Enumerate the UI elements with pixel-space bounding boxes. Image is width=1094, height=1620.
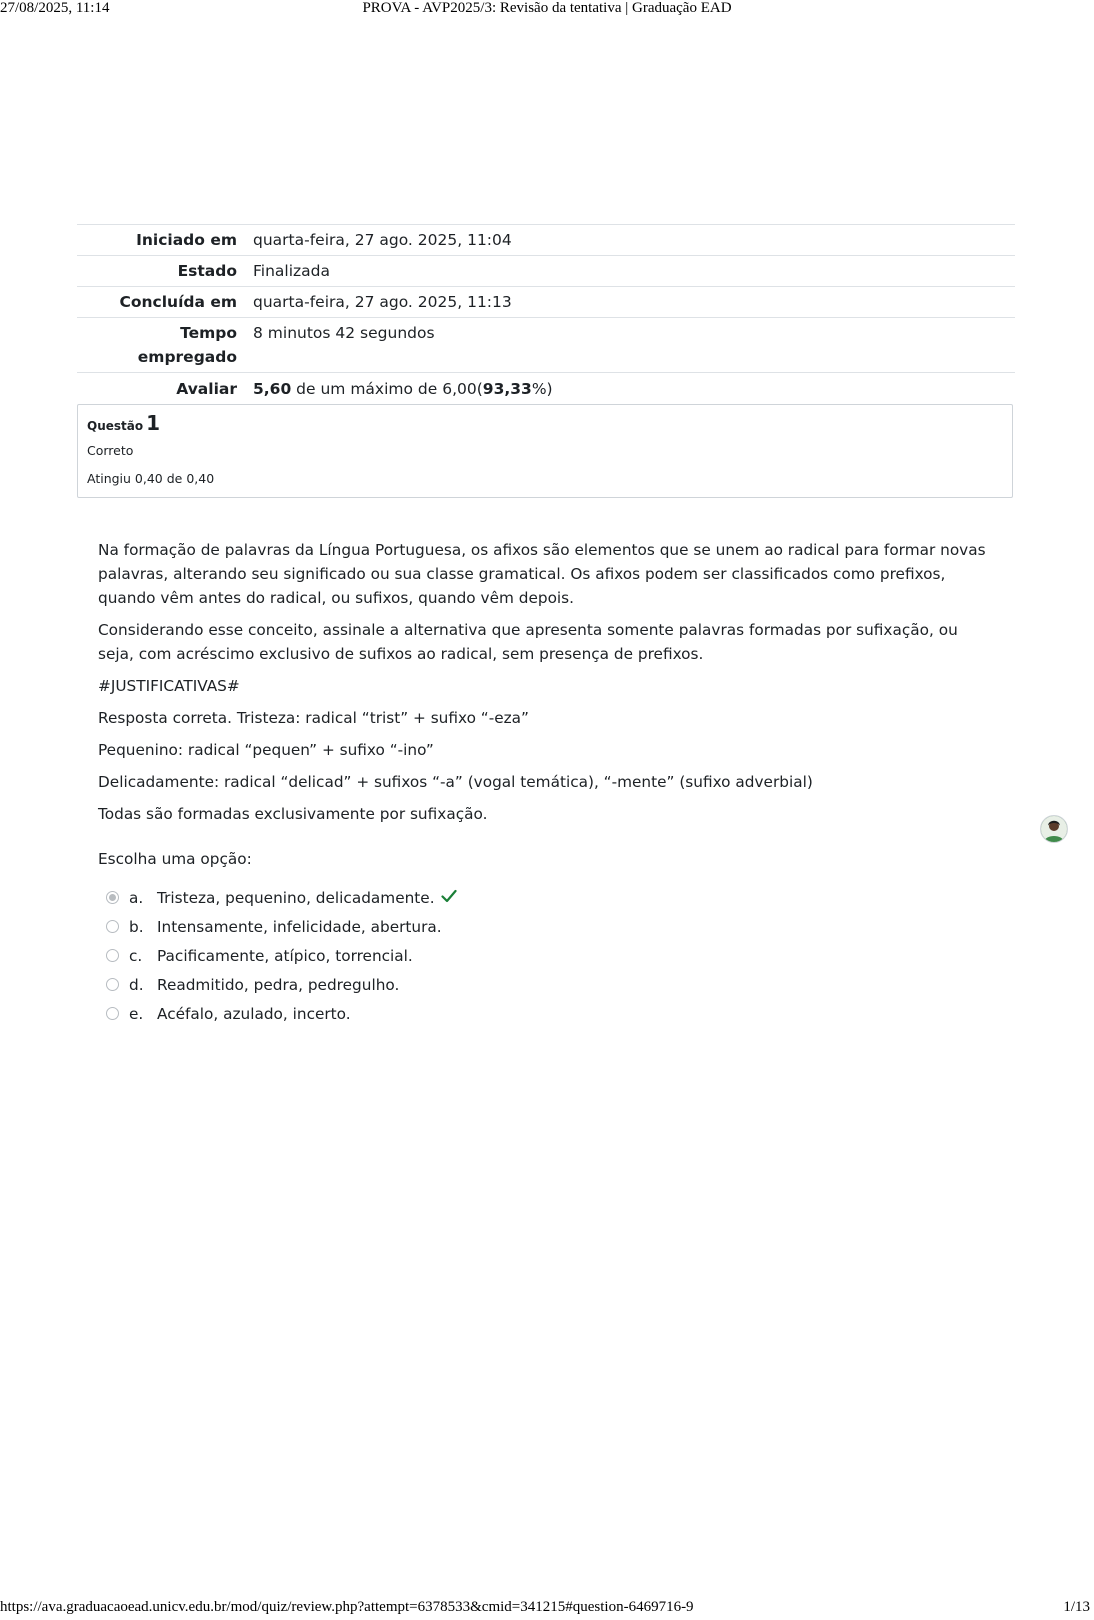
summary-value: quarta-feira, 27 ago. 2025, 11:04 xyxy=(253,231,512,249)
summary-value xyxy=(253,373,1015,405)
option-text: Pacificamente, atípico, torrencial. xyxy=(157,946,413,965)
summary-value: 8 minutos 42 segundos xyxy=(253,324,435,342)
print-datetime: 27/08/2025, 11:14 xyxy=(0,0,110,16)
print-page-number: 1/13 xyxy=(1063,1599,1090,1615)
print-url: https://ava.graduacaoead.unicv.edu.br/mod/quiz/review.php?attempt=6378533&cmid=341215#question-6469716-9 xyxy=(0,1599,694,1615)
question-grade: Atingiu 0,40 de 0,40 xyxy=(87,471,215,486)
print-page-title: PROVA - AVP2025/3: Revisão da tentativa | Graduação EAD xyxy=(362,0,732,16)
radio-button[interactable] xyxy=(106,949,119,962)
radio-button[interactable] xyxy=(106,920,119,933)
summary-row-completed xyxy=(77,287,1015,318)
summary-label: Estado xyxy=(177,262,237,280)
question-text xyxy=(98,538,998,834)
question-paragraph: Pequenino: radical “pequen” + sufixo “-ino” xyxy=(98,741,434,759)
print-header xyxy=(0,0,1094,22)
option-text: Intensamente, infelicidade, abertura. xyxy=(157,917,442,936)
option-text: Tristeza, pequenino, delicadamente. xyxy=(157,888,435,907)
summary-row-grade xyxy=(77,373,1015,405)
question-paragraph: Todas são formadas exclusivamente por sufixação. xyxy=(98,805,488,823)
question-label: Questão xyxy=(87,419,144,433)
question-info-box xyxy=(77,404,1013,498)
question-paragraph: Delicadamente: radical “delicad” + sufixos “-a” (vogal temática), “-mente” (sufixo adverbial) xyxy=(98,773,813,791)
question-number xyxy=(87,411,160,435)
summary-label: Concluída em xyxy=(119,293,237,311)
option-letter: d. xyxy=(129,975,144,994)
option-text: Acéfalo, azulado, incerto. xyxy=(157,1004,351,1023)
summary-value: Finalizada xyxy=(253,262,331,280)
radio-button[interactable] xyxy=(106,1007,119,1020)
radio-button-selected[interactable] xyxy=(106,891,119,904)
question-paragraph: #JUSTIFICATIVAS# xyxy=(98,677,240,695)
summary-label: Iniciado em xyxy=(136,231,237,249)
answer-option-a[interactable] xyxy=(106,883,457,912)
summary-row-time-taken xyxy=(77,318,1015,373)
question-number-value: 1 xyxy=(146,411,161,435)
answer-option-c[interactable] xyxy=(106,941,457,970)
grade-end: %) xyxy=(531,380,553,398)
option-letter: a. xyxy=(129,888,144,907)
option-letter: b. xyxy=(129,917,144,936)
answer-options xyxy=(106,883,457,1028)
answer-option-d[interactable] xyxy=(106,970,457,999)
summary-label: Avaliar xyxy=(176,380,237,398)
option-text: Readmitido, pedra, pedregulho. xyxy=(157,975,400,994)
summary-row-started xyxy=(77,225,1015,256)
correct-check-icon xyxy=(441,888,457,907)
choose-option-prompt: Escolha uma opção: xyxy=(98,850,252,868)
grade-max: de um máximo de 6,00( xyxy=(291,380,483,398)
option-letter: e. xyxy=(129,1004,144,1023)
question-paragraph: Resposta correta. Tristeza: radical “trist” + sufixo “-eza” xyxy=(98,709,529,727)
answer-option-b[interactable] xyxy=(106,912,457,941)
summary-label: Tempo empregado xyxy=(137,324,237,366)
answer-option-e[interactable] xyxy=(106,999,457,1028)
grade-percent: 93,33 xyxy=(482,380,532,398)
user-avatar[interactable] xyxy=(1040,815,1068,843)
question-state: Correto xyxy=(87,443,134,458)
radio-button[interactable] xyxy=(106,978,119,991)
summary-row-state xyxy=(77,256,1015,287)
option-letter: c. xyxy=(129,946,143,965)
question-paragraph: Na formação de palavras da Língua Portuguesa, os afixos são elementos que se unem ao radical para formar novas palavras, alterando seu significado ou sua classe gramatical. Os afixos podem ser classificados como prefixos, quando vêm antes do radical, ou sufixos, quando vêm depois. xyxy=(98,541,986,607)
grade-score: 5,60 xyxy=(253,380,292,398)
summary-value: quarta-feira, 27 ago. 2025, 11:13 xyxy=(253,293,512,311)
print-footer xyxy=(0,1598,1094,1620)
question-paragraph: Considerando esse conceito, assinale a alternativa que apresenta somente palavras formadas por sufixação, ou seja, com acréscimo exclusivo de sufixos ao radical, sem presença de prefixos. xyxy=(98,621,958,663)
attempt-summary-table xyxy=(77,224,1015,404)
